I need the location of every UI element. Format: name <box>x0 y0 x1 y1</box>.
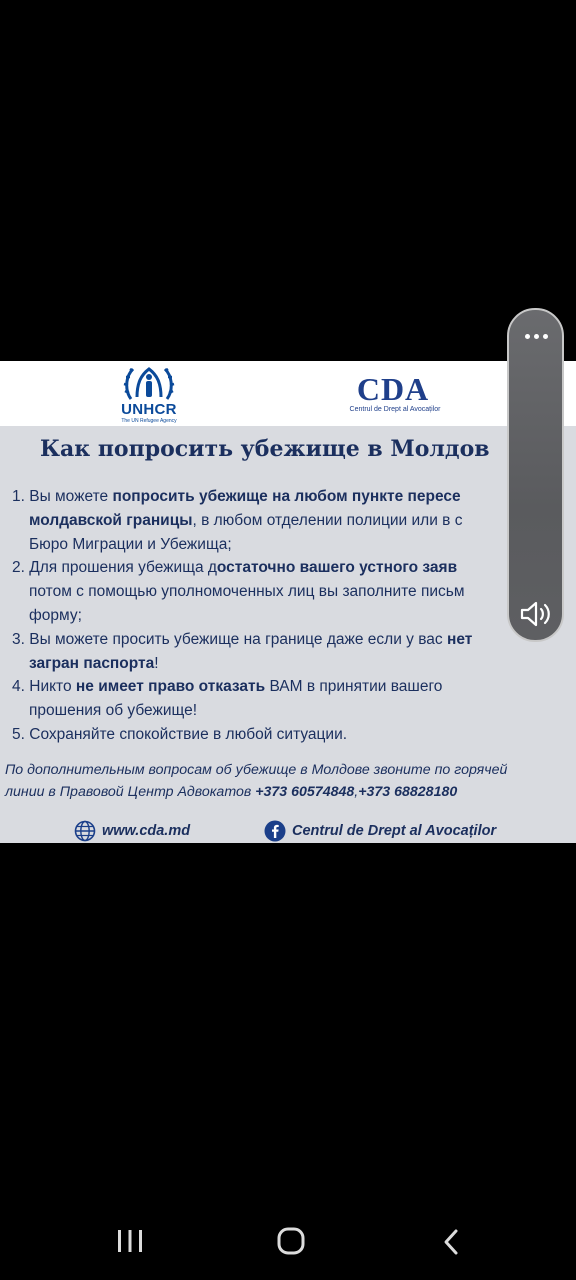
instruction-item <box>12 628 576 676</box>
unhcr-logo <box>113 363 185 425</box>
instructions-list <box>12 485 576 747</box>
facebook-icon <box>264 820 286 842</box>
instruction-line <box>12 556 576 580</box>
instruction-text: ! <box>154 654 159 672</box>
instruction-line <box>12 675 576 699</box>
website-text: www.cda.md <box>102 823 191 839</box>
instruction-item <box>12 723 576 747</box>
system-navigation-bar <box>0 1200 576 1280</box>
speaker-volume-icon <box>517 598 555 630</box>
recent-apps-icon[interactable] <box>116 1228 144 1254</box>
instruction-number: 3. <box>12 630 25 648</box>
instruction-item <box>12 556 576 627</box>
volume-button[interactable] <box>517 598 555 630</box>
more-horizontal-icon-dot <box>534 334 539 339</box>
phone-number-2: +373 68828180 <box>358 783 458 800</box>
instruction-item <box>12 675 576 723</box>
instruction-number: 1. <box>12 488 25 505</box>
facebook-text: Centrul de Drept al Avocaților <box>292 823 497 839</box>
instruction-bold-text: остаточно вашего устного заяв <box>216 559 458 577</box>
instruction-text: ВАМ в принятии вашего <box>265 678 443 696</box>
hotline-note-line-1: По дополнительным вопросам об убежище в Молдове звоните по горячей <box>5 762 508 778</box>
instruction-item <box>12 485 576 556</box>
hotline-note <box>5 760 507 803</box>
instruction-number: 5. <box>12 725 25 743</box>
shared-image-poster <box>0 361 576 843</box>
cda-wordmark: CDA <box>356 371 430 407</box>
instruction-line <box>12 652 576 676</box>
poster-header <box>0 361 576 426</box>
cda-tagline: Centrul de Drept al Avocaților <box>349 406 441 413</box>
instruction-line <box>12 533 576 557</box>
website-link <box>74 820 190 842</box>
instruction-bold-text: не имеет право отказать <box>75 678 266 696</box>
instruction-line <box>12 509 576 533</box>
instruction-bold-text: нет <box>446 630 473 648</box>
instruction-text: Никто <box>24 678 76 696</box>
instruction-text: , в любом отделении полиции или в с <box>192 511 463 529</box>
instruction-line <box>12 628 576 652</box>
instruction-number: 4. <box>12 678 25 696</box>
facebook-link <box>264 820 496 842</box>
instruction-bold-text: загран паспорта <box>29 654 155 672</box>
home-icon[interactable] <box>276 1226 306 1256</box>
instruction-text: Для прошения убежища д <box>24 559 217 577</box>
unhcr-wordmark: UNHCR <box>121 401 177 418</box>
globe-icon <box>74 820 96 842</box>
instruction-text: Бюро Миграции и Убежища; <box>29 535 232 553</box>
instruction-text: форму; <box>29 606 82 624</box>
instruction-line <box>12 604 576 628</box>
instruction-text: потом с помощью уполномоченных лиц вы заполните письм <box>29 583 465 601</box>
phone-number-1: +373 60574848 <box>255 783 355 800</box>
instruction-text: Вы можете просить убежище на границе даже если у вас <box>24 630 447 648</box>
instruction-bold-text: молдавской границы <box>29 511 193 529</box>
instruction-line <box>12 699 576 723</box>
more-horizontal-icon-dot <box>543 334 548 339</box>
back-chevron-icon[interactable] <box>441 1228 461 1256</box>
phone-separator: , <box>354 783 359 800</box>
instruction-text: прошения об убежище! <box>29 702 198 720</box>
more-options-button[interactable] <box>514 320 558 352</box>
instruction-line <box>12 723 576 747</box>
cda-logo <box>340 371 450 421</box>
instruction-bold-text: попросить убежище на любом пункте пересе <box>112 488 461 505</box>
instruction-text: Сохраняйте спокойствие в любой ситуации. <box>24 725 348 743</box>
unhcr-emblem-icon <box>123 363 175 403</box>
hotline-note-line-2 <box>5 782 507 804</box>
poster-title: Как попросить убежище в Молдов <box>40 436 490 462</box>
unhcr-tagline: The UN Refugee Agency <box>121 418 177 424</box>
instruction-text: Вы можете <box>24 488 113 505</box>
instruction-line <box>12 580 576 604</box>
floating-media-panel <box>507 308 564 642</box>
instruction-number: 2. <box>12 559 25 577</box>
hotline-note-prefix: линии в Правовой Центр Адвокатов <box>5 783 256 800</box>
more-horizontal-icon <box>525 334 530 339</box>
instruction-line <box>12 485 576 509</box>
